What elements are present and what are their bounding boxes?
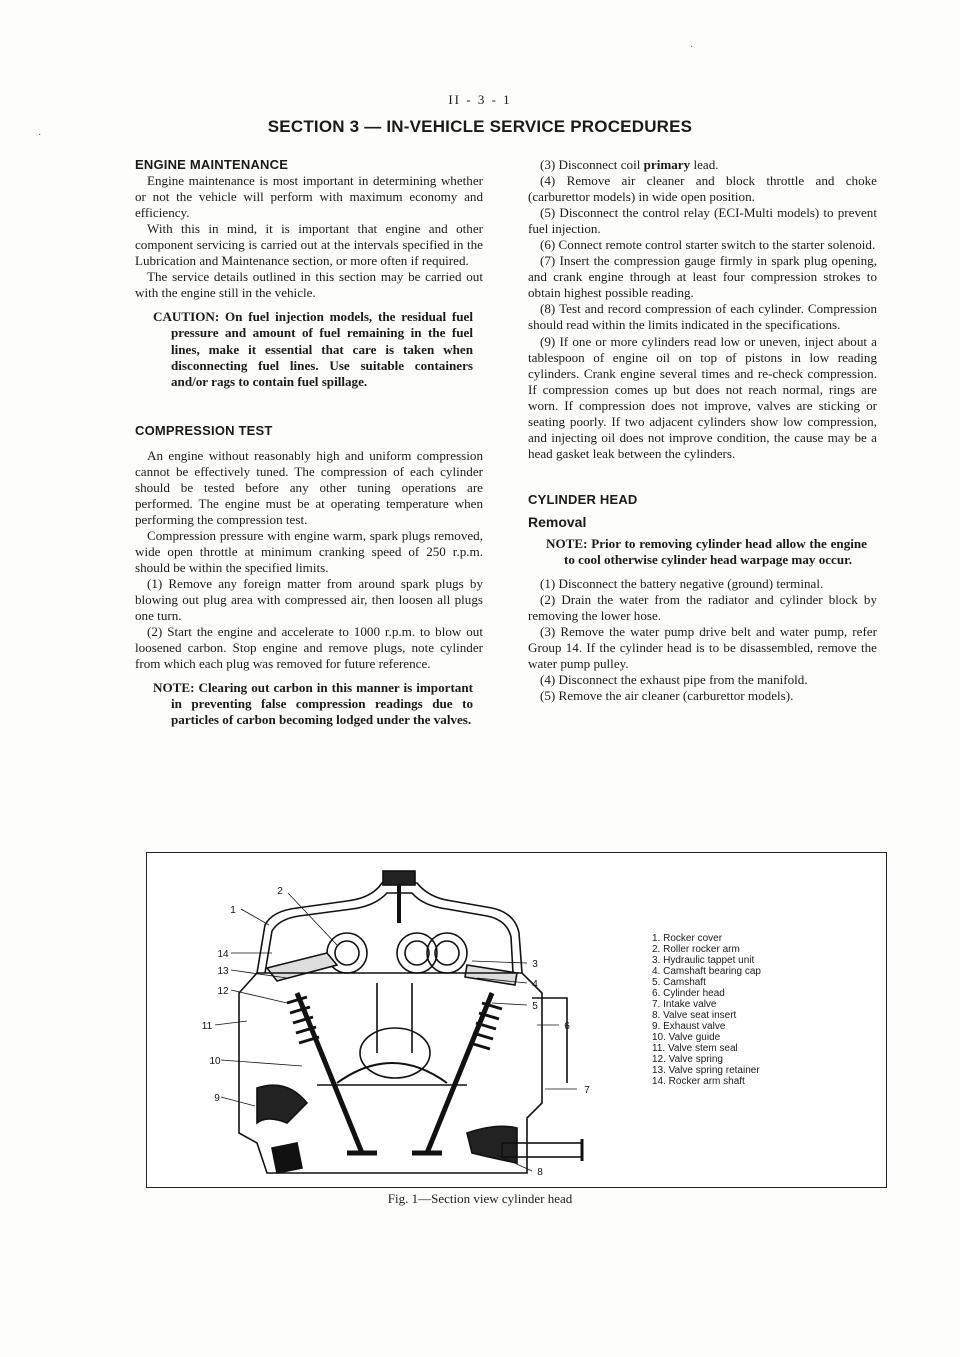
right-column [528, 157, 877, 704]
legend-item: 7. Intake valve [652, 999, 717, 1010]
legend-item: 12. Valve spring [652, 1054, 723, 1065]
figure-box [146, 852, 887, 1188]
paragraph: With this in mind, it is important that engine and other component servicing is carried out at the intervals specified in the Lubrication and Maintenance section, or more often if required. [135, 221, 483, 269]
legend-item: 4. Camshaft bearing cap [652, 966, 761, 977]
step: (4) Disconnect the exhaust pipe from the manifold. [540, 672, 808, 688]
left-column [135, 157, 483, 729]
step: (5) Remove the air cleaner (carburettor models). [540, 688, 794, 704]
scan-speck: · [38, 130, 42, 141]
callout-12: 12 [217, 986, 229, 997]
step: (1) Remove any foreign matter from around spark plugs by blowing out plug area with compressed air, then loosen all plugs one turn. [135, 576, 483, 624]
callout-2: 2 [277, 886, 283, 897]
step [528, 157, 877, 173]
legend-item: 8. Valve seat insert [652, 1010, 737, 1021]
step: (3) Remove the water pump drive belt and water pump, refer Group 14. If the cylinder head is to be disassembled, remove the water pump pulley. [528, 624, 877, 672]
callout-10: 10 [209, 1056, 221, 1067]
cylinder-head-heading: CYLINDER HEAD [528, 491, 638, 507]
step: (2) Drain the water from the radiator and cylinder block by removing the lower hose. [528, 592, 877, 624]
legend-item: 1. Rocker cover [652, 933, 723, 944]
page-number: II - 3 - 1 [448, 92, 512, 107]
callout-7: 7 [584, 1085, 590, 1096]
paragraph: An engine without reasonably high and uniform compression cannot be effectively tuned. The compression of each cylinder should be tested before any other tuning operations are performed. The engine must be at operating temperature when performing the compression test. [135, 447, 483, 527]
scan-speck: · [690, 42, 694, 53]
figure-caption: Fig. 1—Section view cylinder head [387, 1191, 573, 1206]
paragraph: Engine maintenance is most important in determining whether or not the vehicle will perform with maximum economy and efficiency. [135, 173, 483, 221]
legend-item: 6. Cylinder head [652, 988, 725, 999]
removal-subheading: Removal [528, 513, 587, 530]
paragraph: Compression pressure with engine warm, spark plugs removed, wide open throttle at minimum cranking speed of 250 r.p.m. should be within the specified limits. [135, 527, 483, 576]
callout-9: 9 [214, 1093, 220, 1104]
engine-maintenance-heading: ENGINE MAINTENANCE [135, 157, 289, 172]
callout-6: 6 [564, 1021, 570, 1032]
callout-1: 1 [230, 905, 236, 916]
step: (1) Disconnect the battery negative (ground) terminal. [540, 576, 824, 592]
caution-note: CAUTION: On fuel injection models, the residual fuel pressure and amount of fuel remaining in the fuel lines, make it essential that care is taken when disconnecting fuel lines. Use suitable containers and/or rags to contain fuel spillage. [153, 309, 473, 389]
callout-4: 4 [532, 979, 538, 990]
step: (8) Test and record compression of each cylinder. Compression should read within the limits indicated in the specifications. [528, 301, 877, 333]
legend-item: 3. Hydraulic tappet unit [652, 955, 755, 966]
callout-14: 14 [217, 949, 229, 960]
compression-test-heading: COMPRESSION TEST [135, 422, 273, 438]
step: (5) Disconnect the control relay (ECI-Multi models) to prevent fuel injection. [528, 205, 877, 237]
removal-note: NOTE: Prior to removing cylinder head allow the engine to cool otherwise cylinder head warpage may occur. [546, 535, 867, 568]
step: (6) Connect remote control starter switch to the starter solenoid. [540, 237, 876, 253]
legend-item: 5. Camshaft [652, 977, 706, 988]
legend-item: 9. Exhaust valve [652, 1021, 726, 1032]
legend-item: 11. Valve stem seal [652, 1043, 738, 1054]
step-bold-text: primary [643, 157, 691, 172]
callout-3: 3 [532, 959, 538, 970]
legend-item: 2. Roller rocker arm [652, 944, 740, 955]
step: (2) Start the engine and accelerate to 1000 r.p.m. to blow out loosened carbon. Stop engine and remove plugs, note cylinder from which each plug was removed for future reference. [135, 624, 483, 672]
cover-bolt-head [383, 871, 415, 885]
step: (4) Remove air cleaner and block throttle and choke (carburettor models) in wide open position. [528, 173, 877, 205]
carbon-note: NOTE: Clearing out carbon in this manner is important in preventing false compression readings due to particles of carbon becoming lodged under the valves. [153, 680, 473, 728]
step: (7) Insert the compression gauge firmly in spark plug opening, and crank engine through at least four compression strokes to obtain highest possible reading. [528, 253, 877, 301]
callout-5: 5 [532, 1001, 538, 1012]
step-text: lead. [690, 157, 719, 172]
callout-13: 13 [217, 966, 229, 977]
cylinder-head-diagram [147, 853, 886, 1187]
legend-item: 14. Rocker arm shaft [652, 1076, 745, 1087]
callout-8: 8 [537, 1167, 543, 1178]
legend-item: 13. Valve spring retainer [652, 1065, 760, 1076]
callout-11: 11 [201, 1021, 213, 1032]
step-text: (3) Disconnect coil [540, 157, 644, 172]
paragraph: The service details outlined in this section may be carried out with the engine still in the vehicle. [135, 269, 483, 301]
figure-legend [652, 933, 761, 1087]
step: (9) If one or more cylinders read low or uneven, inject about a tablespoon of engine oil on top of pistons in low reading cylinders. Crank engine several times and re-check compression. If compression comes up but does not reach normal, rings are worn. If compression does not improve, valves are sticking or seating poorly. If two adjacent cylinders show low compression, and injecting oil does not improve condition, the cause may be a head gasket leak between the cylinders. [528, 333, 877, 461]
section-title: SECTION 3 — IN-VEHICLE SERVICE PROCEDURES [267, 117, 693, 136]
legend-item: 10. Valve guide [652, 1032, 721, 1043]
